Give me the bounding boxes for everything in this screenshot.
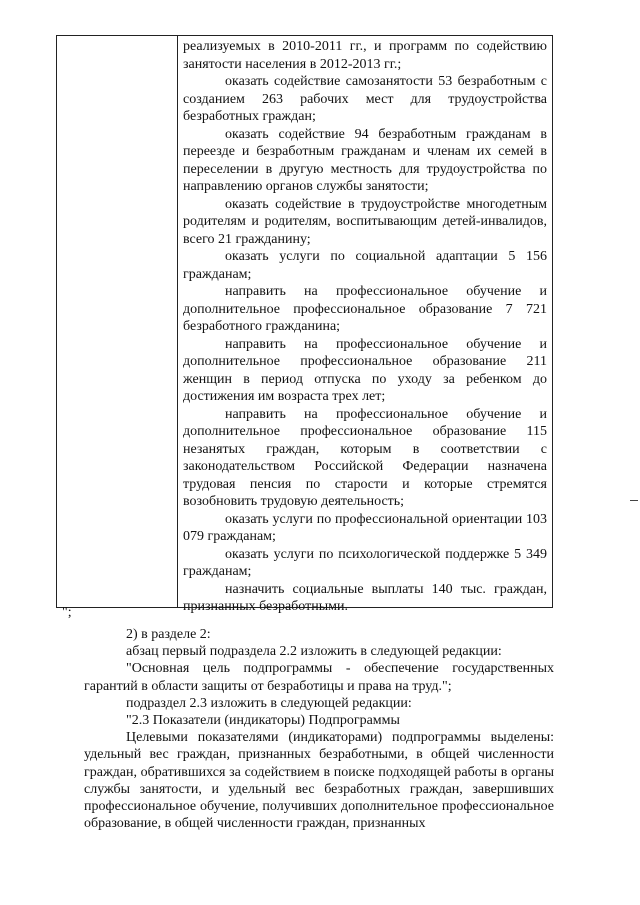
cell-paragraph: оказать услуги по социальной адаптации 5 156 гражданам; (183, 249, 547, 282)
content-table (56, 35, 553, 614)
body-paragraph: "Основная цель подпрограммы - обеспечение государственных гарантий в области защиты от безработицы и права на труд."; (84, 661, 554, 694)
cell-paragraph: реализуемых в 2010-2011 гг., и программ по содействию занятости населения в 2012-2013 гг.; (183, 39, 547, 72)
cell-paragraph: оказать услуги по психологической поддержке 5 349 гражданам; (183, 546, 547, 579)
edge-mark (630, 500, 638, 501)
table-column-divider (177, 36, 178, 607)
body-paragraph: Целевыми показателями (индикаторами) подпрограммы выделены: удельный вес граждан, признанных безработными, в общей численности граждан, обратившихся за содействием в поиске подходящей работы в органы службы занятости, и удельный вес безработных граждан, завершивших профессиональное обучение, получивших дополнительное профессиональное образование, в общей численности граждан, признанных (84, 730, 554, 832)
cell-paragraph: направить на профессиональное обучение и дополнительное профессиональное образование 7 721 безработного гражданина; (183, 284, 547, 334)
body-paragraph: 2) в разделе 2: (126, 627, 211, 642)
body-paragraph: "2.3 Показатели (индикаторы) Подпрограммы (126, 713, 400, 729)
cell-paragraph: оказать содействие самозанятости 53 безработным с созданием 263 рабочих мест для трудоустройства безработных граждан; (183, 74, 547, 124)
cell-paragraph: направить на профессиональное обучение и дополнительное профессиональное образование 211 женщин в период отпуска по уходу за ребенком до достижения им возраста трех лет; (183, 336, 547, 404)
closing-quote: "; (62, 605, 72, 620)
cell-paragraph: оказать услуги по профессиональной ориентации 103 079 гражданам; (183, 511, 547, 544)
cell-paragraph: направить на профессиональное обучение и дополнительное профессиональное образование 115 незанятых граждан, которым в соответствии с законодательством Российской Федерации назначена трудовая пенсия по старости и которые стремятся возобновить трудовую деятельность; (183, 406, 547, 509)
cell-paragraph: оказать содействие 94 безработным гражданам в переезде и безработным гражданам и членам их семей в переселении в другую местность для трудоустройства по направлению органов службы занятости; (183, 126, 547, 194)
body-paragraph: подраздел 2.3 изложить в следующей редакции: (126, 695, 412, 711)
table-text-cell (183, 38, 547, 616)
body-text (84, 626, 554, 832)
cell-paragraph: оказать содействие в трудоустройстве многодетным родителям и родителям, воспитывающим детей-инвалидов, всего 21 гражданину; (183, 196, 547, 247)
cell-paragraph: назначить социальные выплаты 140 тыс. граждан, признанных безработными. (183, 581, 547, 614)
body-paragraph: абзац первый подраздела 2.2 изложить в следующей редакции: (126, 644, 502, 660)
